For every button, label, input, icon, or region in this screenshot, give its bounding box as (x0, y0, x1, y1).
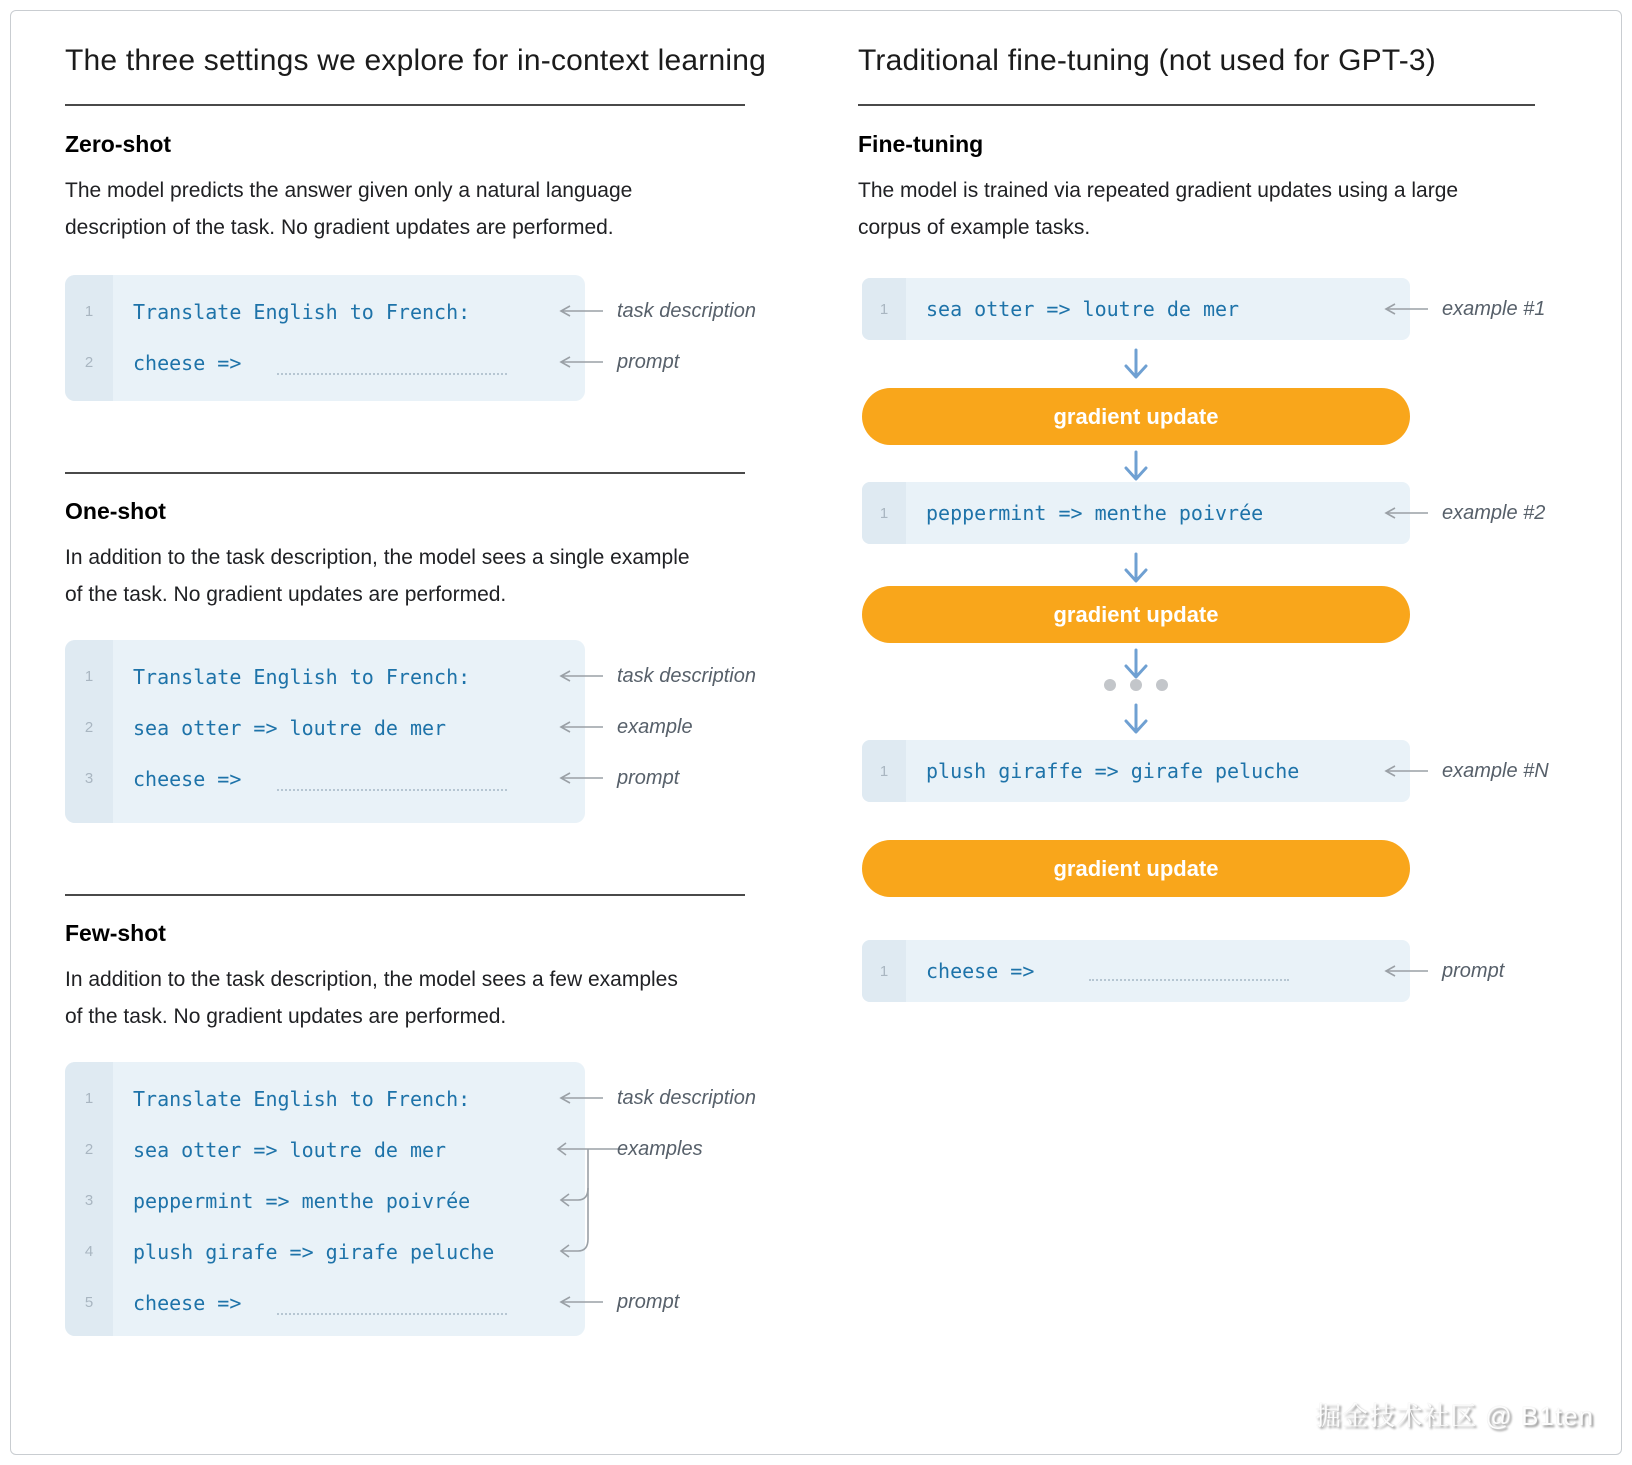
annotation-task-description (553, 663, 756, 689)
code-line (65, 1175, 585, 1226)
line-number: 1 (84, 1090, 94, 1107)
prompt-blank-dotted-line (277, 1311, 507, 1315)
code-line (65, 1226, 585, 1277)
code-text: plush giraffe => girafe peluche (926, 759, 1300, 783)
annotation-prompt (553, 349, 679, 375)
code-text: Translate English to French: (133, 1086, 471, 1111)
code-text: sea otter => loutre de mer (926, 297, 1240, 321)
heading-zero-shot: Zero-shot (65, 131, 172, 157)
code-text: plush girafe => girafe peluche (133, 1239, 495, 1264)
code-line (862, 482, 1410, 544)
line-number: 4 (84, 1243, 94, 1260)
heading-few-shot: Few-shot (65, 920, 166, 946)
annotation-label: prompt (617, 350, 680, 373)
fine-tuning-description: The model is trained via repeated gradient updates using a large corpus of example tasks. (858, 179, 1459, 239)
line-number: 1 (879, 762, 889, 780)
prompt-blank-dotted-line (1089, 977, 1289, 981)
line-number: 1 (879, 504, 889, 522)
annotation-label: examples (617, 1137, 703, 1160)
code-text: Translate English to French: (133, 299, 471, 324)
line-number: 2 (84, 354, 94, 371)
left-arrow-icon (553, 771, 605, 785)
code-line (65, 1073, 585, 1124)
divider (65, 104, 745, 106)
code-text: cheese => (133, 350, 242, 375)
left-arrow-icon (553, 1091, 605, 1105)
line-number: 1 (879, 300, 889, 318)
down-arrow-icon (1121, 450, 1151, 484)
annotation-example (553, 714, 693, 740)
annotation-label: task description (617, 664, 756, 687)
down-arrow-icon (1121, 552, 1151, 586)
heading-fine-tuning: Fine-tuning (858, 131, 984, 157)
code-text: peppermint => menthe poivrée (926, 501, 1264, 525)
code-line (65, 1277, 585, 1328)
annotation-label: example #N (1442, 759, 1549, 782)
left-arrow-icon (1378, 302, 1430, 316)
left-arrow-icon (553, 1295, 605, 1309)
zero-shot-description: The model predicts the answer given only a natural language description of the task. No gradient updates are performed. (65, 179, 633, 239)
code-block-one-shot (65, 640, 585, 823)
example-box-2 (862, 482, 1410, 544)
code-line (65, 337, 585, 388)
line-number: 1 (84, 668, 94, 685)
gradient-update-pill (862, 388, 1410, 445)
code-text: Translate English to French: (133, 664, 471, 689)
line-number: 1 (879, 962, 889, 980)
divider (858, 104, 1535, 106)
left-arrow-icon (1378, 964, 1430, 978)
annotation-label: prompt (1442, 959, 1505, 982)
down-arrow-icon (1121, 703, 1151, 737)
code-text: peppermint => menthe poivrée (133, 1188, 471, 1213)
code-line (65, 286, 585, 337)
divider (65, 472, 745, 474)
annotation-label: example (617, 715, 693, 738)
annotation-example-2 (1378, 500, 1545, 526)
code-line (65, 1124, 585, 1175)
annotation-prompt (1378, 958, 1504, 984)
pill-label: gradient update (1053, 855, 1219, 881)
example-box-1 (862, 278, 1410, 340)
annotation-label: prompt (617, 1290, 680, 1313)
down-arrow-icon (1121, 648, 1151, 682)
code-text: sea otter => loutre de mer (133, 715, 447, 740)
prompt-box (862, 940, 1410, 1002)
line-number: 5 (84, 1294, 94, 1311)
annotation-example-1 (1378, 296, 1545, 322)
heading-one-shot: One-shot (65, 498, 166, 524)
left-arrow-icon (553, 304, 605, 318)
code-line (65, 702, 585, 753)
one-shot-description: In addition to the task description, the model sees a single example of the task. No gradient updates are performed. (65, 546, 690, 606)
code-line (65, 753, 585, 804)
code-line (862, 940, 1410, 1002)
line-number: 1 (84, 303, 94, 320)
right-column-title: Traditional fine-tuning (not used for GPT-3) (858, 44, 1436, 77)
code-block-zero-shot (65, 275, 585, 401)
line-number: 2 (84, 1141, 94, 1158)
pill-label: gradient update (1053, 601, 1219, 627)
annotation-label: task description (617, 1086, 756, 1109)
code-line (862, 278, 1410, 340)
left-column-title: The three settings we explore for in-context learning (65, 44, 766, 77)
annotation-prompt (553, 765, 679, 791)
left-arrow-icon (553, 669, 605, 683)
few-shot-description: In addition to the task description, the model sees a few examples of the task. No gradient updates are performed. (65, 968, 678, 1028)
annotation-label: prompt (617, 766, 680, 789)
line-number: 3 (84, 1192, 94, 1209)
examples-bracket-connector (548, 1138, 622, 1268)
code-text: cheese => (926, 959, 1035, 983)
annotation-label: example #1 (1442, 297, 1546, 320)
code-text: cheese => (133, 766, 242, 791)
ellipsis-dots (1104, 679, 1168, 691)
watermark: 掘金技术社区 @ B1ten (1315, 1401, 1594, 1431)
down-arrow-icon (1121, 348, 1151, 382)
annotation-prompt (553, 1289, 679, 1315)
gradient-update-pill (862, 586, 1410, 643)
gradient-update-pill (862, 840, 1410, 897)
code-text: cheese => (133, 1290, 242, 1315)
left-arrow-icon (553, 355, 605, 369)
left-arrow-icon (553, 720, 605, 734)
code-line (862, 740, 1410, 802)
prompt-blank-dotted-line (277, 371, 507, 375)
annotation-examples (617, 1136, 703, 1162)
left-arrow-icon (1378, 764, 1430, 778)
example-box-n (862, 740, 1410, 802)
pill-label: gradient update (1053, 403, 1219, 429)
line-number: 3 (84, 770, 94, 787)
annotation-example-n (1378, 758, 1549, 784)
code-block-few-shot (65, 1062, 585, 1336)
line-number: 2 (84, 719, 94, 736)
code-line (65, 651, 585, 702)
code-text: sea otter => loutre de mer (133, 1137, 447, 1162)
annotation-label: task description (617, 299, 756, 322)
annotation-task-description (553, 298, 756, 324)
annotation-task-description (553, 1085, 756, 1111)
annotation-label: example #2 (1442, 501, 1546, 524)
divider (65, 894, 745, 896)
prompt-blank-dotted-line (277, 787, 507, 791)
left-arrow-icon (1378, 506, 1430, 520)
